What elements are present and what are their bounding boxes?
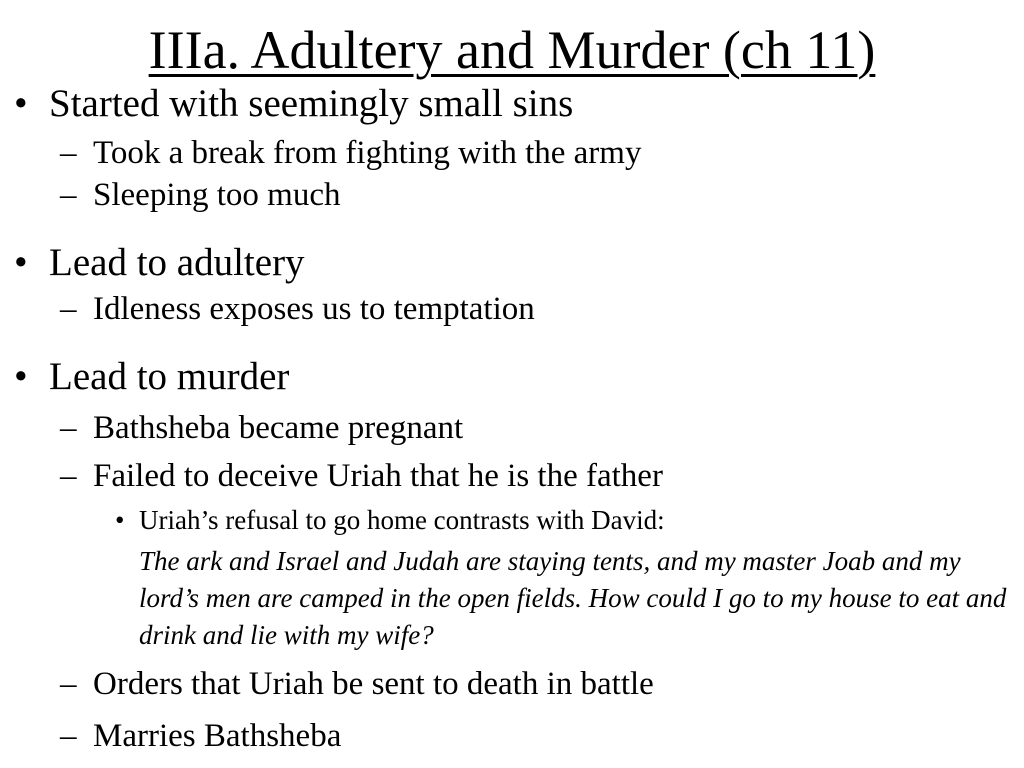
bullet-marker: •	[14, 355, 28, 398]
section-lead-to-adultery: Lead to adultery	[49, 241, 305, 284]
dash-marker: –	[60, 410, 77, 446]
dash-marker: –	[60, 458, 77, 494]
slide-title: IIIa. Adultery and Murder (ch 11)	[148, 20, 876, 80]
subpoint-idleness: Idleness exposes us to temptation	[93, 291, 535, 327]
quote-uriah: The ark and Israel and Judah are staying tents, and my master Joab and my lord’s men are camped in the open fields. How could I go to my house to eat and drink and lie with my wife?	[139, 546, 1007, 650]
dash-marker: –	[60, 177, 77, 213]
section-started-with-small-sins: Started with seemingly small sins	[49, 82, 574, 125]
dash-marker: –	[60, 718, 77, 754]
dash-marker: –	[60, 291, 77, 327]
subpoint-failed-to-deceive: Failed to deceive Uriah that he is the father	[93, 458, 663, 494]
dash-marker: –	[60, 135, 77, 171]
bullet-marker: •	[14, 82, 28, 125]
bullet-marker: •	[14, 241, 28, 284]
dash-marker: –	[60, 666, 77, 702]
subpoint-took-a-break: Took a break from fighting with the army	[93, 135, 642, 171]
subpoint-orders-uriah-death: Orders that Uriah be sent to death in battle	[93, 666, 654, 702]
subpoint-marries-bathsheba: Marries Bathsheba	[93, 718, 342, 754]
bullet-marker: •	[115, 505, 125, 535]
section-lead-to-murder: Lead to murder	[49, 355, 290, 398]
detail-uriah-refusal: Uriah’s refusal to go home contrasts with David:	[139, 505, 665, 535]
subpoint-sleeping-too-much: Sleeping too much	[93, 177, 341, 213]
subpoint-bathsheba-pregnant: Bathsheba became pregnant	[93, 410, 464, 446]
